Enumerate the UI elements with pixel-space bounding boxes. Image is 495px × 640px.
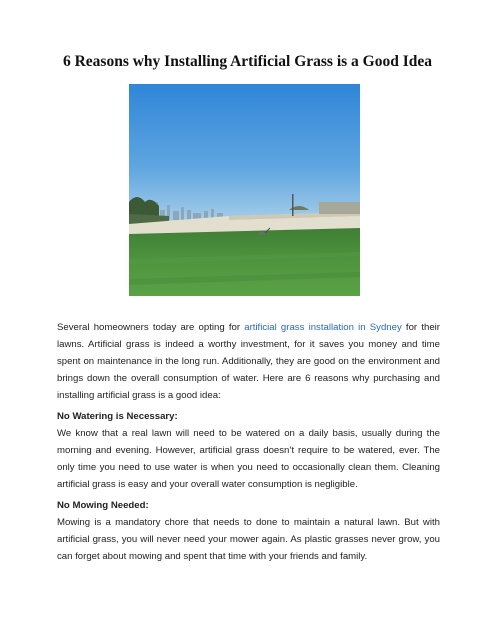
artificial-grass-photo <box>129 84 360 296</box>
section-body-no-watering: We know that a real lawn will need to be watered on a daily basis, usually during the morning and evening. However, artificial grass doesn’t require to be watered, ever. The only time you need to use water is when you need to occasionally clean them. Cleaning artificial grass is easy and your overall water consumption is negligible. <box>57 428 440 490</box>
intro-paragraph <box>57 319 440 404</box>
section-heading-no-watering: No Watering is Necessary: <box>57 411 178 422</box>
section-body-no-mowing: Mowing is a mandatory chore that needs to done to maintain a natural lawn. But with artificial grass, you will never need your mower again. As plastic grasses never grow, you can forget about mowing and spent that time with your friends and family. <box>57 517 440 562</box>
intro-text-before-link: Several homeowners today are opting for <box>57 322 245 333</box>
section-heading-no-mowing: No Mowing Needed: <box>57 500 149 511</box>
artificial-grass-installation-link[interactable]: artificial grass installation in Sydney <box>244 322 402 333</box>
intro-text-after-link: for their lawns. Artificial grass is indeed a worthy investment, for it saves you money and time spent on maintenance in the long run. Additionally, they are good on the environment and brings down the overall consumption of water. Here are 6 reasons why purchasing and installing artificial grass is a good idea: <box>57 322 440 401</box>
article-title: 6 Reasons why Installing Artificial Grass is a Good Idea <box>62 53 433 70</box>
